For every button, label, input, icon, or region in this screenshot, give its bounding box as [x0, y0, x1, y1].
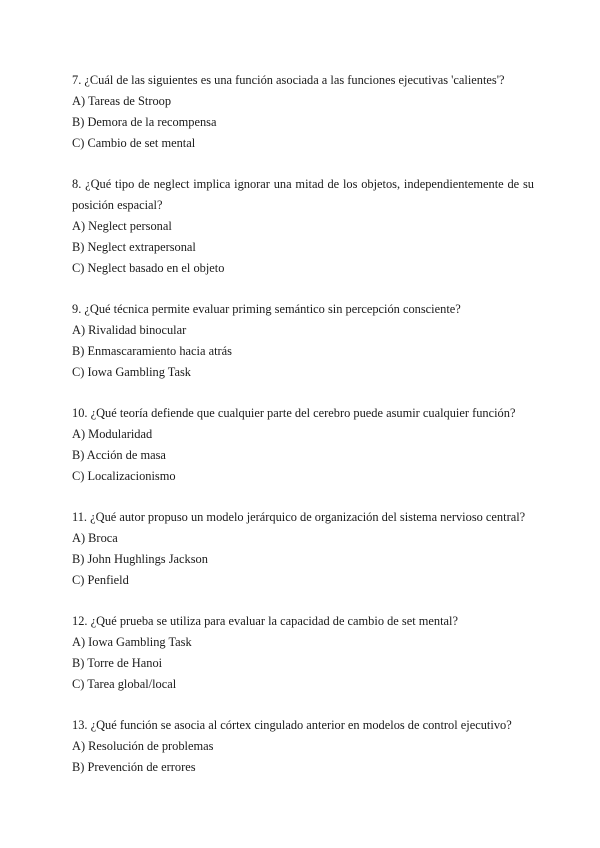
option-c: C) Localizacionismo — [72, 469, 176, 483]
question-text: 10. ¿Qué teoría defiende que cualquier parte del cerebro puede asumir cualquier función? — [72, 406, 516, 420]
option-b: B) Enmascaramiento hacia atrás — [72, 344, 232, 358]
question-text: 11. ¿Qué autor propuso un modelo jerárquico de organización del sistema nervioso central? — [72, 510, 526, 524]
option-c: C) Iowa Gambling Task — [72, 365, 192, 379]
option-a: A) Broca — [72, 531, 118, 545]
option-b: B) Demora de la recompensa — [72, 115, 217, 129]
question-text: 13. ¿Qué función se asocia al córtex cingulado anterior en modelos de control ejecutivo? — [72, 718, 512, 732]
option-b: B) Acción de masa — [72, 448, 166, 462]
document-page — [72, 70, 534, 798]
option-b: B) Prevención de errores — [72, 760, 196, 774]
option-a: A) Resolución de problemas — [72, 739, 214, 753]
option-a: A) Neglect personal — [72, 219, 172, 233]
question-text: 9. ¿Qué técnica permite evaluar priming semántico sin percepción consciente? — [72, 302, 461, 316]
question-text: 12. ¿Qué prueba se utiliza para evaluar la capacidad de cambio de set mental? — [72, 614, 458, 628]
option-c: C) Cambio de set mental — [72, 136, 196, 150]
option-b: B) Torre de Hanoi — [72, 656, 163, 670]
option-b: B) John Hughlings Jackson — [72, 552, 208, 566]
question-10 — [72, 403, 534, 487]
question-13 — [72, 715, 534, 778]
option-a: A) Modularidad — [72, 427, 153, 441]
option-c: C) Tarea global/local — [72, 677, 177, 691]
question-8 — [72, 174, 534, 279]
question-9 — [72, 299, 534, 383]
option-a: A) Iowa Gambling Task — [72, 635, 192, 649]
question-text: 7. ¿Cuál de las siguientes es una función asociada a las funciones ejecutivas 'calientes'? — [72, 73, 505, 87]
question-12 — [72, 611, 534, 695]
question-text: 8. ¿Qué tipo de neglect implica ignorar una mitad de los objetos, independientemente de su posición espacial? — [72, 177, 534, 212]
option-b: B) Neglect extrapersonal — [72, 240, 196, 254]
option-c: C) Penfield — [72, 573, 129, 587]
option-a: A) Tareas de Stroop — [72, 94, 172, 108]
option-a: A) Rivalidad binocular — [72, 323, 187, 337]
question-7 — [72, 70, 534, 154]
question-11 — [72, 507, 534, 591]
option-c: C) Neglect basado en el objeto — [72, 261, 225, 275]
